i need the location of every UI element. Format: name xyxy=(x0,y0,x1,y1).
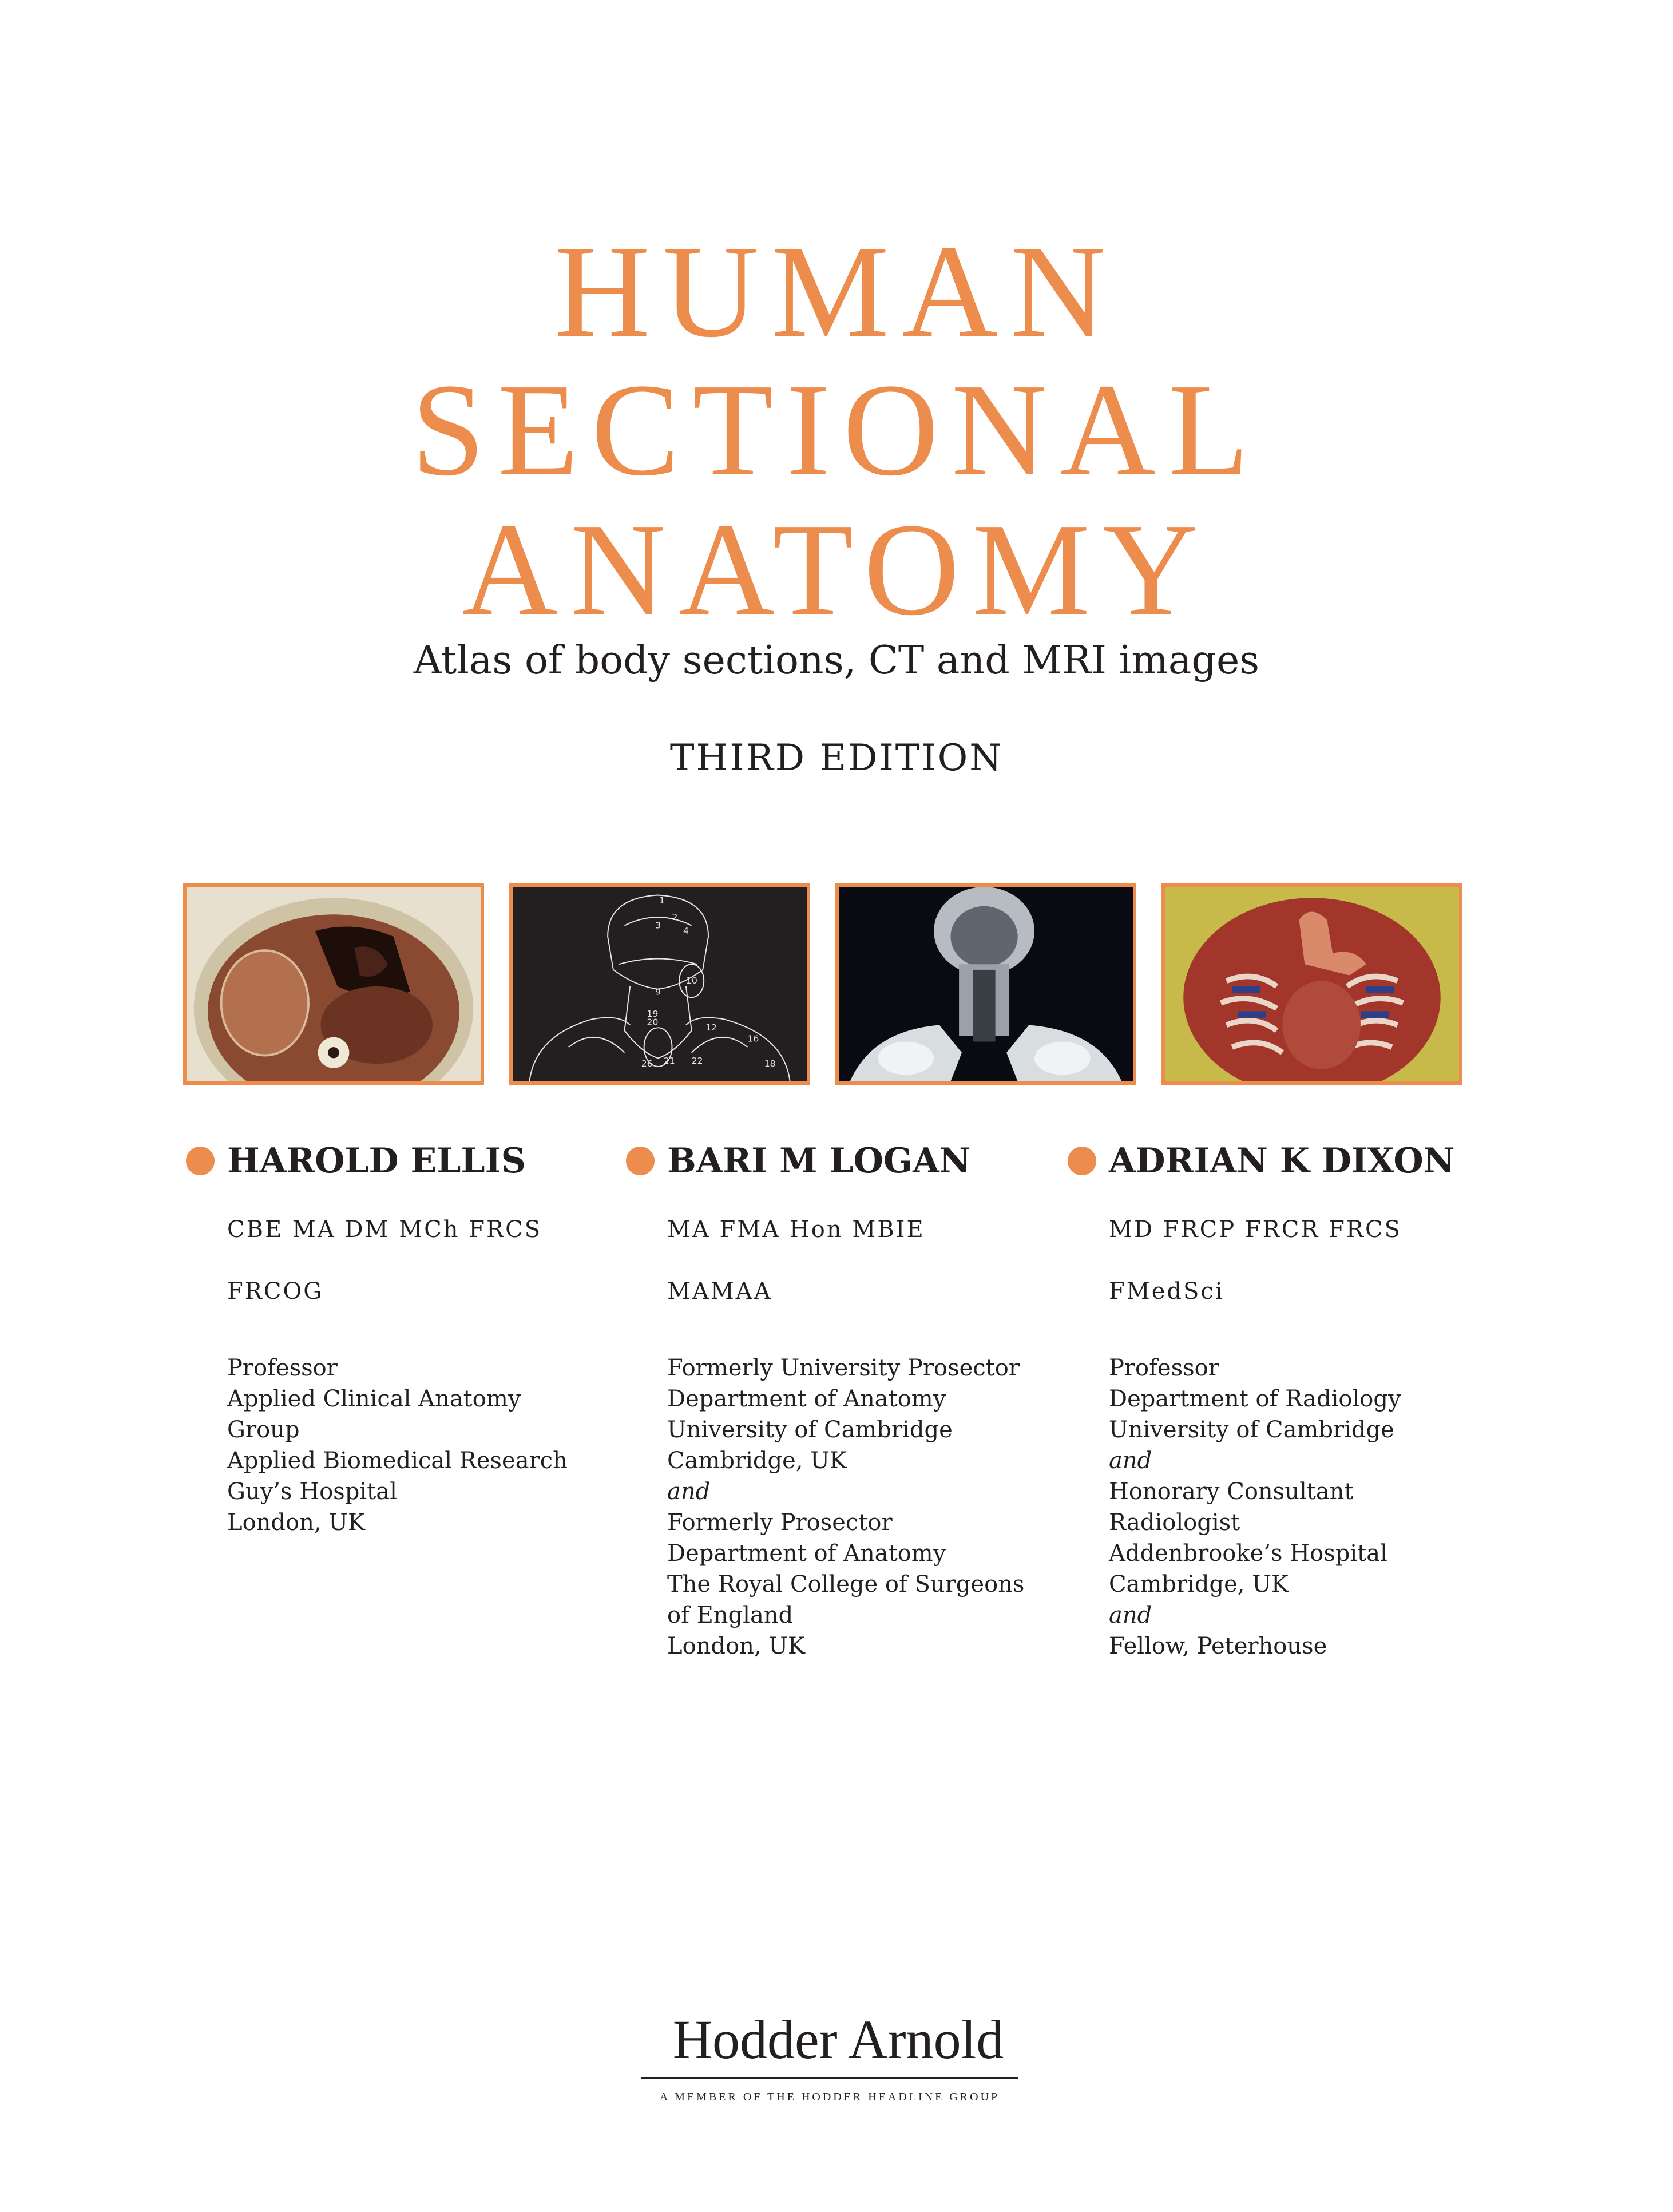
svg-text:20: 20 xyxy=(647,1017,659,1028)
subtitle: Atlas of body sections, CT and MRI images xyxy=(413,638,1260,683)
affiliation-line: London, UK xyxy=(227,1509,365,1536)
figure-mri-image xyxy=(835,883,1136,1085)
affiliation-line: University of Cambridge xyxy=(667,1417,953,1443)
svg-text:21: 21 xyxy=(663,1056,675,1067)
qual-line: CBE MA DM MCh FRCS xyxy=(227,1216,542,1243)
author-affiliation xyxy=(1109,1353,1509,1662)
svg-text:26: 26 xyxy=(641,1059,653,1069)
svg-text:3: 3 xyxy=(655,920,661,931)
bullet-dot-icon xyxy=(186,1147,215,1175)
svg-text:10: 10 xyxy=(685,976,697,986)
author-qualifications xyxy=(667,1183,1068,1338)
affiliation-line: Department of Anatomy xyxy=(667,1540,946,1567)
author-name: ADRIAN K DIXON xyxy=(1109,1141,1455,1181)
affiliation-line: Group xyxy=(227,1417,300,1443)
bullet-dot-icon xyxy=(1068,1147,1096,1175)
author-block-dixon xyxy=(1109,1139,1509,1662)
author-qualifications xyxy=(1109,1183,1509,1338)
affiliation-line: Cambridge, UK xyxy=(667,1448,847,1474)
qual-line: MAMAA xyxy=(667,1278,772,1305)
affiliation-line: Professor xyxy=(227,1355,338,1381)
affiliation-line: Cambridge, UK xyxy=(1109,1571,1289,1597)
affiliation-conjunction: and xyxy=(1109,1602,1152,1628)
affiliation-line: Formerly Prosector xyxy=(667,1509,893,1536)
figure-labelled-line-diagram xyxy=(509,883,810,1085)
svg-text:4: 4 xyxy=(683,926,689,937)
figure-body-section-photo xyxy=(183,883,484,1085)
svg-text:16: 16 xyxy=(747,1033,759,1044)
affiliation-line: The Royal College of Surgeons xyxy=(667,1571,1025,1597)
title-line-3: ANATOMY xyxy=(462,496,1211,643)
svg-text:1: 1 xyxy=(659,895,665,906)
affiliation-line: Applied Biomedical Research xyxy=(227,1448,568,1474)
affiliation-line: Professor xyxy=(1109,1355,1219,1381)
affiliation-line: University of Cambridge xyxy=(1109,1417,1394,1443)
publisher-logo-text: Hodder Arnold xyxy=(672,2009,1004,2070)
svg-text:12: 12 xyxy=(705,1022,717,1033)
affiliation-line: Addenbrooke’s Hospital xyxy=(1109,1540,1387,1567)
qual-line: FRCOG xyxy=(227,1278,324,1305)
svg-text:2: 2 xyxy=(672,912,678,922)
author-name: BARI M LOGAN xyxy=(667,1141,971,1181)
author-block-ellis xyxy=(227,1139,628,1538)
affiliation-line: of England xyxy=(667,1602,794,1628)
svg-text:18: 18 xyxy=(764,1059,776,1069)
author-affiliation xyxy=(227,1353,628,1538)
qual-line: MA FMA Hon MBIE xyxy=(667,1216,925,1243)
title-line-1: HUMAN xyxy=(554,218,1119,365)
edition-label: THIRD EDITION xyxy=(669,737,1004,779)
author-affiliation xyxy=(667,1353,1068,1662)
affiliation-conjunction: and xyxy=(667,1478,711,1505)
affiliation-conjunction: and xyxy=(1109,1448,1152,1474)
title-line-2: SECTIONAL xyxy=(411,356,1262,504)
affiliation-line: Radiologist xyxy=(1109,1509,1240,1536)
affiliation-line: Formerly University Prosector xyxy=(667,1355,1020,1381)
affiliation-line: Guy’s Hospital xyxy=(227,1478,397,1505)
svg-text:9: 9 xyxy=(655,986,661,997)
publisher-tagline: A MEMBER OF THE HODDER HEADLINE GROUP xyxy=(659,2091,1000,2103)
figure-3d-vascular-reconstruction xyxy=(1161,883,1462,1085)
svg-text:19: 19 xyxy=(647,1009,659,1019)
publisher-divider xyxy=(641,2077,1018,2079)
svg-text:22: 22 xyxy=(691,1056,703,1067)
affiliation-line: Department of Radiology xyxy=(1109,1386,1401,1412)
affiliation-line: Applied Clinical Anatomy xyxy=(227,1386,521,1412)
qual-line: FMedSci xyxy=(1109,1278,1224,1305)
author-name: HAROLD ELLIS xyxy=(227,1141,526,1181)
qual-line: MD FRCP FRCR FRCS xyxy=(1109,1216,1402,1243)
affiliation-line: London, UK xyxy=(667,1633,805,1659)
affiliation-line: Fellow, Peterhouse xyxy=(1109,1633,1327,1659)
author-block-logan xyxy=(667,1139,1068,1662)
affiliation-line: Honorary Consultant xyxy=(1109,1478,1354,1505)
affiliation-line: Department of Anatomy xyxy=(667,1386,946,1412)
author-qualifications xyxy=(227,1183,628,1338)
bullet-dot-icon xyxy=(626,1147,655,1175)
